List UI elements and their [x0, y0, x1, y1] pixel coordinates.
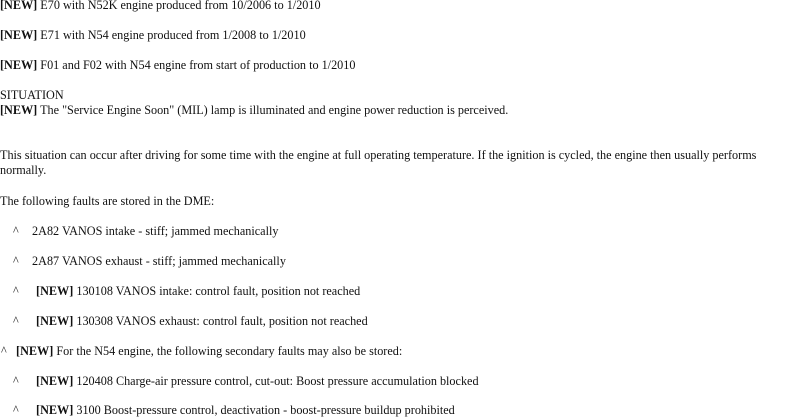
secondary-fault-item [13, 374, 479, 389]
applicability-line [0, 58, 355, 73]
new-tag: [NEW] [0, 103, 38, 117]
new-tag: [NEW] [36, 314, 74, 328]
bullet-caret: ^ [13, 224, 19, 238]
applicability-text: F01 and F02 with N54 engine from start of production to 1/2010 [40, 58, 356, 72]
bullet-caret: ^ [13, 284, 19, 298]
n54-intro-item [1, 344, 402, 359]
applicability-text: E71 with N54 engine produced from 1/2008 to 1/2010 [40, 28, 306, 42]
bullet-caret: ^ [13, 403, 19, 417]
new-tag: [NEW] [0, 0, 38, 12]
new-tag: [NEW] [0, 58, 38, 72]
fault-list-item [13, 224, 278, 239]
n54-intro-text: For the N54 engine, the following secondary faults may also be stored: [56, 344, 403, 358]
fault-text: 130108 VANOS intake: control fault, position not reached [76, 284, 361, 298]
secondary-fault-text: 3100 Boost-pressure control, deactivation - boost-pressure buildup prohibited [76, 403, 455, 417]
fault-list-item [13, 314, 368, 329]
fault-text: 2A82 VANOS intake - stiff; jammed mechanically [32, 224, 279, 238]
bullet-caret: ^ [13, 314, 19, 328]
situation-paragraph: This situation can occur after driving for some time with the engine at full operating temperature. If the ignition is cycled, the engine then usually performs normally. [0, 148, 757, 177]
applicability-line [0, 28, 306, 43]
new-tag: [NEW] [0, 28, 38, 42]
new-tag: [NEW] [36, 284, 74, 298]
fault-list-item [13, 254, 286, 269]
situation-heading: SITUATION [0, 88, 64, 102]
situation-line [0, 103, 508, 118]
new-tag: [NEW] [16, 344, 54, 358]
fault-text: 2A87 VANOS exhaust - stiff; jammed mechanically [32, 254, 286, 268]
new-tag: [NEW] [36, 403, 74, 417]
fault-text: 130308 VANOS exhaust: control fault, position not reached [76, 314, 368, 328]
new-tag: [NEW] [36, 374, 74, 388]
bullet-caret: ^ [13, 374, 19, 388]
secondary-fault-text: 120408 Charge-air pressure control, cut-out: Boost pressure accumulation blocked [76, 374, 479, 388]
faults-intro: The following faults are stored in the DME: [0, 194, 215, 208]
situation-text: The "Service Engine Soon" (MIL) lamp is illuminated and engine power reduction is perceived. [40, 103, 509, 117]
bullet-caret: ^ [13, 254, 19, 268]
applicability-line [0, 0, 321, 13]
fault-list-item [13, 284, 360, 299]
bullet-caret: ^ [1, 344, 7, 358]
applicability-text: E70 with N52K engine produced from 10/2006 to 1/2010 [40, 0, 321, 12]
